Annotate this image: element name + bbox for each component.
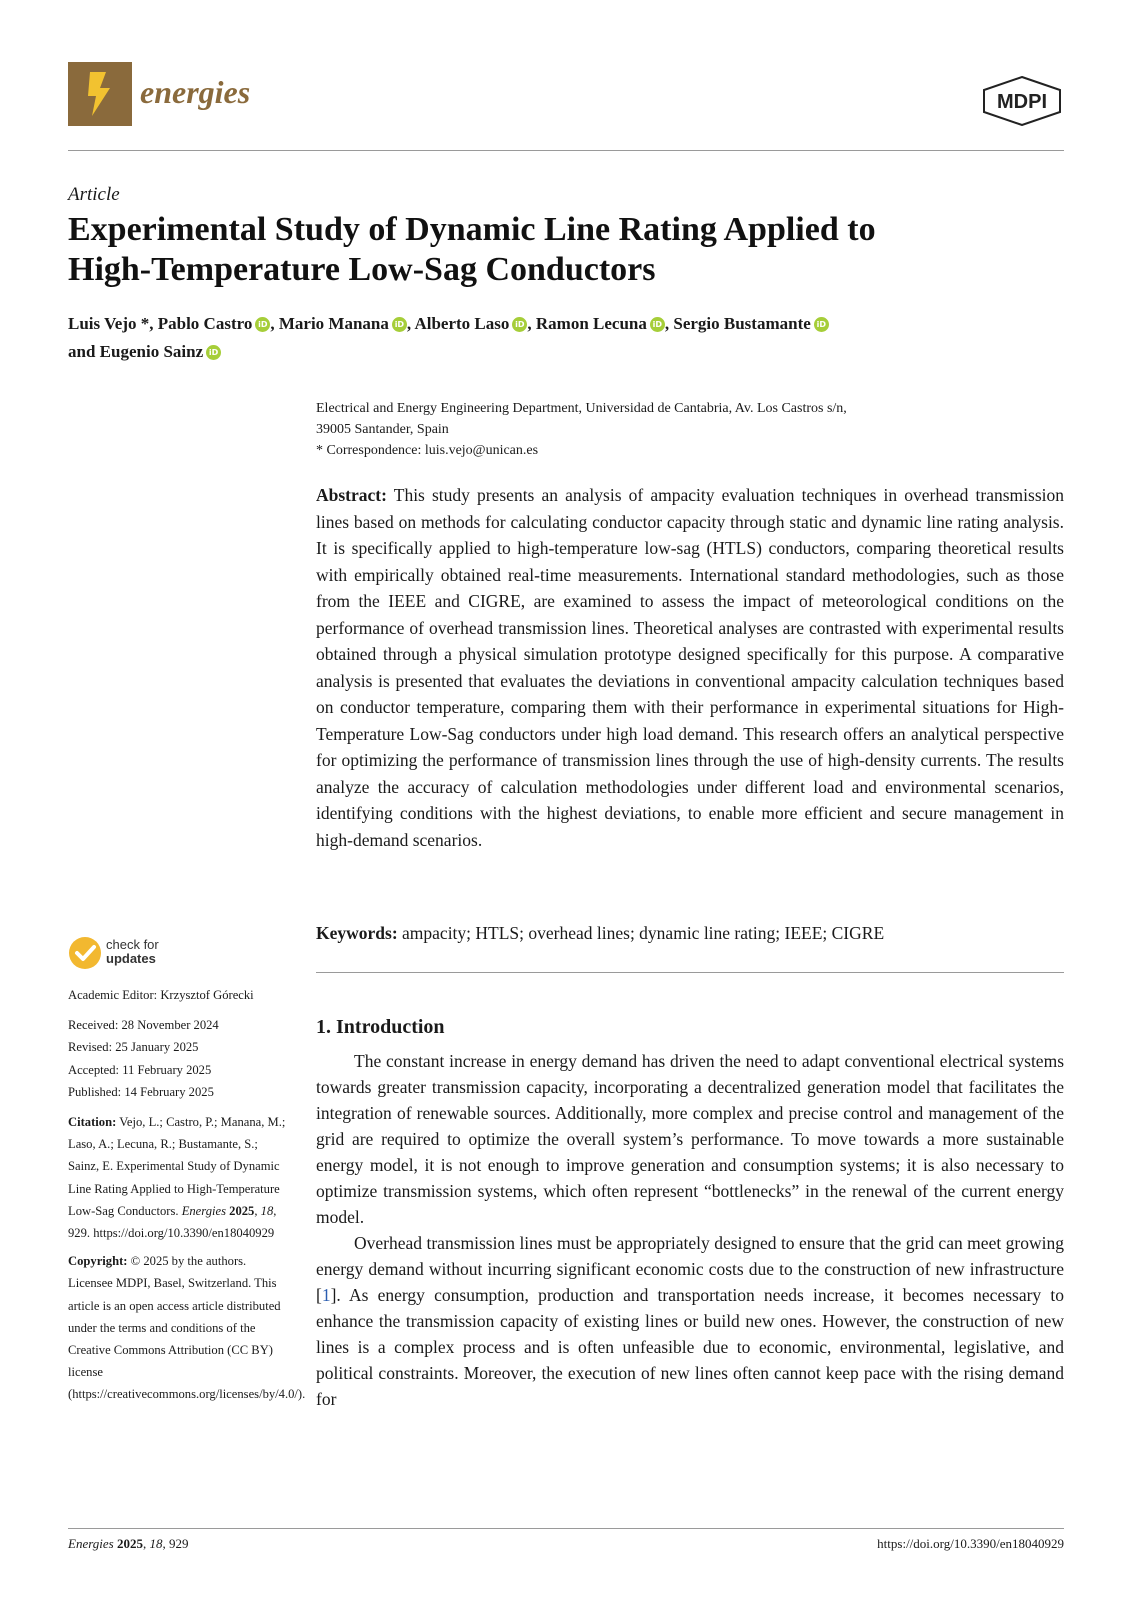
date-received: Received: 28 November 2024 [68, 1018, 219, 1033]
journal-name: energies [140, 74, 251, 110]
orcid-icon[interactable]: iD [255, 317, 270, 332]
copyright: Copyright: © 2025 by the authors. Licensee MDPI, Basel, Switzerland. This article is an open access article distributed under the terms and conditions of the Creative Commons Attribution (CC BY) license (https://creativecommons.org/licenses/by/4.0/). [68, 1254, 306, 1402]
introduction-body [316, 1048, 1064, 1412]
author-name[interactable]: Sergio Bustamante [673, 314, 811, 333]
title-line-2: High-Temperature Low-Sag Conductors [68, 251, 656, 288]
abstract [316, 482, 1064, 853]
author-name[interactable]: Pablo Castro [157, 314, 253, 333]
mdpi-hexagon-icon [980, 76, 1064, 126]
article-sidebar [68, 984, 306, 1412]
check-updates-icon [68, 936, 102, 970]
article-type: Article [68, 184, 120, 205]
author-separator: , [527, 314, 536, 333]
intro-paragraph-1: The constant increase in energy demand has driven the need to adapt conventional electrical systems towards greater transmission capacity, incorporating a decentralized generation model that facilitates the integration of renewable sources. Additionally, more complex and precise control and management of the grid are required to optimize the overall system’s performance. To move towards a more sustainable energy model, it is not enough to improve generation and consumption systems; it is also necessary to optimize transmission systems, which often represent “bottlenecks” in the renewal of the current energy model. [316, 1051, 1064, 1227]
article-title [68, 210, 1064, 290]
author-list [68, 310, 1064, 366]
citation: Citation: Vejo, L.; Castro, P.; Manana, M.; Laso, A.; Lecuna, R.; Bustamante, S.; Sainz, E. Experimental Study of Dynamic Line Rating Applied to High-Temperature Low-Sag Conductors. Energies 2025, 18, 929. https://doi.org/10.3390/en18040929 [68, 1115, 286, 1241]
author-separator: , [270, 314, 279, 333]
affiliation [316, 398, 1064, 461]
date-revised: Revised: 25 January 2025 [68, 1040, 199, 1055]
check-updates-line1: check for [106, 937, 159, 952]
author-name[interactable]: Luis Vejo * [68, 314, 150, 333]
citation-doi-link[interactable]: , 929. https://doi.org/10.3390/en18040929 [68, 1203, 277, 1241]
check-for-updates-button[interactable] [68, 936, 188, 976]
author-separator: , [406, 314, 415, 333]
author-and: and [68, 342, 100, 361]
orcid-icon[interactable]: iD [814, 317, 829, 332]
reference-link[interactable]: 1 [321, 1285, 331, 1305]
author-name[interactable]: Eugenio Sainz [99, 342, 204, 361]
publisher-logo [980, 76, 1064, 126]
keywords-label: Keywords: [316, 923, 398, 943]
author-name[interactable]: Alberto Laso [414, 314, 510, 333]
lightning-bolt-icon [68, 62, 132, 126]
abstract-text: This study presents an analysis of ampacity evaluation techniques in overhead transmission lines based on methods for calculating conductor capacity through static and dynamic line rating analysis. It is specifically applied to high-temperature low-sag (HTLS) conductors, comparing theoretical results with empirically obtained real-time measurements. International standard methodologies, such as those from the IEEE and CIGRE, are examined to assess the impact of meteorological conditions on the performance of overhead transmission lines. Theoretical analyses are contrasted with experimental results obtained through a physical simulation prototype designed specifically for this purpose. A comparative analysis is presented that evaluates the deviations in conventional ampacity calculation techniques based on conductor temperature, comparing them with their performance in experimental situations for High-Temperature Low-Sag conductors under high load demand. This research offers an analytical perspective for optimizing the performance of transmission lines through the use of high-density currents. The results analyze the accuracy of calculation methodologies under different load and environmental scenarios, identifying conditions with the highest deviations, to enable more efficient and secure management in high-demand scenarios. [316, 485, 1064, 850]
keywords-text: ampacity; HTLS; overhead lines; dynamic line rating; IEEE; CIGRE [397, 923, 885, 943]
footer-citation: Energies 2025, 18, 929 [68, 1536, 189, 1551]
orcid-icon[interactable]: iD [650, 317, 665, 332]
check-updates-line2: updates [106, 951, 156, 966]
keywords [316, 920, 1064, 946]
date-accepted: Accepted: 11 February 2025 [68, 1062, 212, 1077]
date-published: Published: 14 February 2025 [68, 1084, 214, 1099]
abstract-label: Abstract: [316, 485, 387, 505]
abstract-divider [316, 972, 1064, 973]
journal-logo [68, 62, 132, 126]
intro-paragraph-2: Overhead transmission lines must be appropriately designed to ensure that the grid can meet growing energy demand without incurring significant economic costs due to the construction of new infrastructure [1]. As energy consumption, production and transportation needs increase, it becomes necessary to enhance the transmission capacity of existing lines or build new ones. However, the construction of new lines is a complex process and is often unfeasible due to economic, environmental, legislative, and political constraints. Moreover, the execution of new lines often cannot keep pace with the rising demand for [316, 1233, 1064, 1409]
orcid-icon[interactable]: iD [206, 345, 221, 360]
affiliation-line-1: Electrical and Energy Engineering Department, Universidad de Cantabria, Av. Los Castros s/n, [316, 401, 847, 416]
author-name[interactable]: Mario Manana [278, 314, 389, 333]
author-name[interactable]: Ramon Lecuna [535, 314, 647, 333]
correspondence: * Correspondence: luis.vejo@unican.es [316, 443, 539, 458]
author-separator: , [664, 314, 674, 333]
affiliation-line-2: 39005 Santander, Spain [316, 422, 449, 437]
footer-doi-link[interactable]: https://doi.org/10.3390/en18040929 [877, 1536, 1064, 1551]
section-heading-introduction: 1. Introduction [316, 1016, 445, 1038]
author-separator: , [149, 314, 158, 333]
title-line-1: Experimental Study of Dynamic Line Rating Applied to [68, 211, 876, 248]
svg-text:MDPI: MDPI [997, 91, 1047, 113]
orcid-icon[interactable]: iD [512, 317, 527, 332]
footer-divider [68, 1528, 1064, 1529]
header-divider [68, 150, 1064, 151]
orcid-icon[interactable]: iD [392, 317, 407, 332]
academic-editor: Academic Editor: Krzysztof Górecki [68, 988, 254, 1002]
